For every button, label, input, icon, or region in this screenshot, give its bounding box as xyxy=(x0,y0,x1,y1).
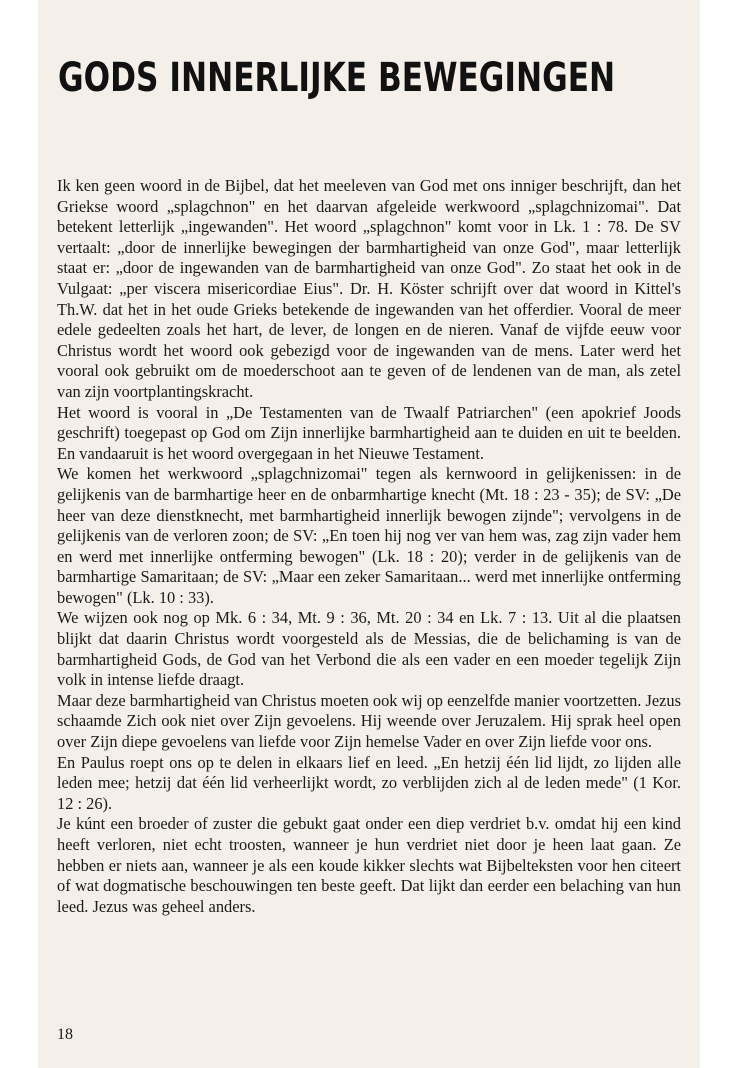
paragraph: Het woord is vooral in „De Testamenten van de Twaalf Patriarchen" (een apokrief Joods geschrift) toegepast op God om Zijn innerlijke barmhartigheid aan te duiden en uit te beelden. En vandaaruit is het woord overgegaan in het Nieuwe Testament. xyxy=(57,402,681,463)
body-text xyxy=(57,176,681,917)
page-number: 18 xyxy=(57,1026,73,1043)
paragraph: We wijzen ook nog op Mk. 6 : 34, Mt. 9 : 36, Mt. 20 : 34 en Lk. 7 : 13. Uit al die plaatsen blijkt dat daarin Christus wordt voorgesteld als de Messias, die de belichaming is van de barmhartigheid Gods, de God van het Verbond die als een vader en een moeder tegelijk Zijn volk in intense liefde draagt. xyxy=(57,608,681,690)
paragraph: Je kúnt een broeder of zuster die gebukt gaat onder een diep verdriet b.v. omdat hij een kind heeft verloren, niet echt troosten, wanneer je hun verdriet niet door je heen laat gaan. Ze hebben er niets aan, wanneer je als een koude kikker slechts wat Bijbelteksten voor hen citeert of wat dogmatische beschouwingen ten beste geeft. Dat lijkt dan eerder een belaching van hun leed. Jezus was geheel anders. xyxy=(57,814,681,916)
paragraph: We komen het werkwoord „splagchnizomai" tegen als kernwoord in gelijkenissen: in de gelijkenis van de barmhartige heer en de onbarmhartige knecht (Mt. 18 : 23 - 35); de SV: „De heer van deze dienstknecht, met barmhartigheid innerlijk bewogen zijnde"; vervolgens in de gelijkenis van de verloren zoon; de SV: „En toen hij nog ver van hem was, zag zijn vader hem en werd met innerlijke ontferming bewogen" (Lk. 18 : 20); verder in de gelijkenis van de barmhartige Samaritaan; de SV: „Maar een zeker Samaritaan... werd met innerlijke ontferming bewogen" (Lk. 10 : 33). xyxy=(57,464,681,607)
book-page xyxy=(38,0,700,1068)
paragraph: Maar deze barmhartigheid van Christus moeten ook wij op eenzelfde manier voortzetten. Jezus schaamde Zich ook niet over Zijn gevoelens. Hij weende over Jeruzalem. Hij sprak heel open over Zijn diepe gevoelens van liefde voor Zijn hemelse Vader en over Zijn liefde voor ons. xyxy=(57,690,681,752)
paragraph: En Paulus roept ons op te delen in elkaars lief en leed. „En hetzij één lid lijdt, zo lijden alle leden mee; hetzij dat één lid verheerlijkt wordt, zo verblijden zich al de leden mede" (1 Kor. 12 : 26). xyxy=(57,752,681,813)
page-title: GODS INNERLIJKE BEWEGINGEN xyxy=(58,55,616,101)
paragraph: Ik ken geen woord in de Bijbel, dat het meeleven van God met ons inniger beschrijft, dan het Griekse woord „splagchnon" en het daarvan afgeleide werkwoord „splagchnizomai". Dat betekent letterlijk „ingewanden". Het woord „splagchnon" komt voor in Lk. 1 : 78. De SV vertaalt: „door de innerlijke bewegingen der barmhartigheid van onze God", maar letterlijk staat er: „door de ingewanden van de barmhartigheid van onze God". Zo staat het ook in de Vulgaat: „per viscera misericordiae Eius". Dr. H. Köster schrijft over dat woord in Kittel's Th.W. dat het in het oude Grieks betekende de ingewanden van het offerdier. Vooral de meer edele gedeelten zoals het hart, de lever, de longen en de nieren. Vanaf de vijfde eeuw voor Christus wordt het woord ook gebezigd voor de ingewanden van de mens. Later werd het vooral ook gebruikt om de moederschoot aan te geven of de lendenen van de man, als zetel van zijn voortplantingskracht. xyxy=(57,176,681,401)
